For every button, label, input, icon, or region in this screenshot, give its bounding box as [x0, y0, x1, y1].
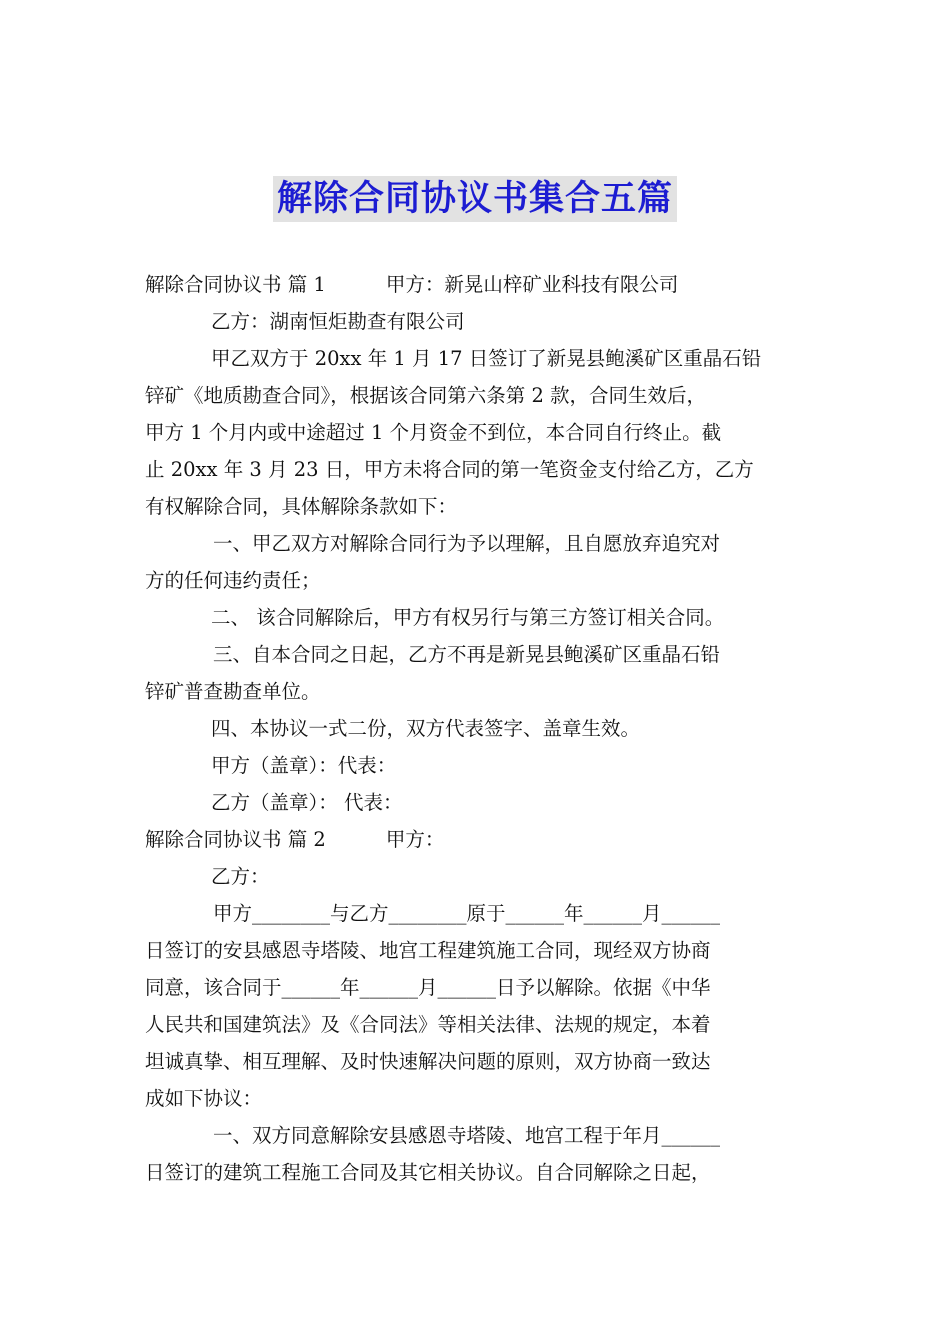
paragraph-line: 甲方 1 个月内或中途超过 1 个月资金不到位，本合同自行终止。截 — [145, 421, 722, 444]
party-b-line: 乙方： — [211, 865, 270, 888]
section-heading: 解除合同协议书 篇 2 — [145, 828, 326, 851]
signature-line: 甲方（盖章）：代表： — [211, 754, 397, 777]
paragraph-line: 止 20xx 年 3 月 23 日，甲方未将合同的第一笔资金支付给乙方，乙方 — [145, 458, 754, 481]
paragraph-line: 有权解除合同，具体解除条款如下： — [145, 495, 458, 518]
paragraph-line: 同意，该合同于______年______月______日予以解除。依据《中华 — [145, 976, 711, 999]
title-container — [0, 176, 950, 222]
clause-line: 日签订的建筑工程施工合同及其它相关协议。自合同解除之日起， — [145, 1161, 711, 1184]
clause-line: 一、双方同意解除安县感恩寺塔陵、地宫工程于年月______ — [213, 1124, 721, 1147]
clause-line: 方的任何违约责任； — [145, 569, 321, 592]
section-heading-line — [145, 821, 809, 858]
clause-line: 锌矿普查勘查单位。 — [145, 680, 321, 703]
paragraph-line: 成如下协议： — [145, 1087, 263, 1110]
clause-line: 四、本协议一式二份，双方代表签字、盖章生效。 — [211, 717, 641, 740]
section-heading-line — [145, 266, 809, 303]
party-a-line: 甲方： — [385, 828, 445, 851]
clause-line: 一、甲乙双方对解除合同行为予以理解，且自愿放弃追究对 — [213, 532, 721, 555]
party-a-line: 甲方：新晃山梓矿业科技有限公司 — [385, 273, 679, 296]
paragraph-line: 坦诚真挚、相互理解、及时快速解决问题的原则，双方协商一致达 — [145, 1050, 711, 1073]
clause-line: 二、 该合同解除后，甲方有权另行与第三方签订相关合同。 — [211, 606, 725, 629]
paragraph-line: 人民共和国建筑法》及《合同法》等相关法律、法规的规定，本着 — [145, 1013, 711, 1036]
signature-line: 乙方（盖章）： 代表： — [211, 791, 403, 814]
section-heading: 解除合同协议书 篇 1 — [145, 273, 326, 296]
clause-line: 三、自本合同之日起，乙方不再是新晃县鲍溪矿区重晶石铅 — [213, 643, 721, 666]
party-b-line: 乙方：湖南恒炬勘查有限公司 — [211, 310, 465, 333]
paragraph-line: 甲乙双方于 20xx 年 1 月 17 日签订了新晃县鲍溪矿区重晶石铅 — [211, 347, 762, 370]
document-title: 解除合同协议书集合五篇 — [273, 176, 677, 222]
paragraph-line: 甲方________与乙方________原于______年______月______ — [213, 902, 721, 925]
paragraph-line: 日签订的安县感恩寺塔陵、地宫工程建筑施工合同，现经双方协商 — [145, 939, 711, 962]
document-body — [145, 266, 809, 1191]
paragraph-line: 锌矿《地质勘查合同》，根据该合同第六条第 2 款，合同生效后， — [145, 384, 707, 407]
